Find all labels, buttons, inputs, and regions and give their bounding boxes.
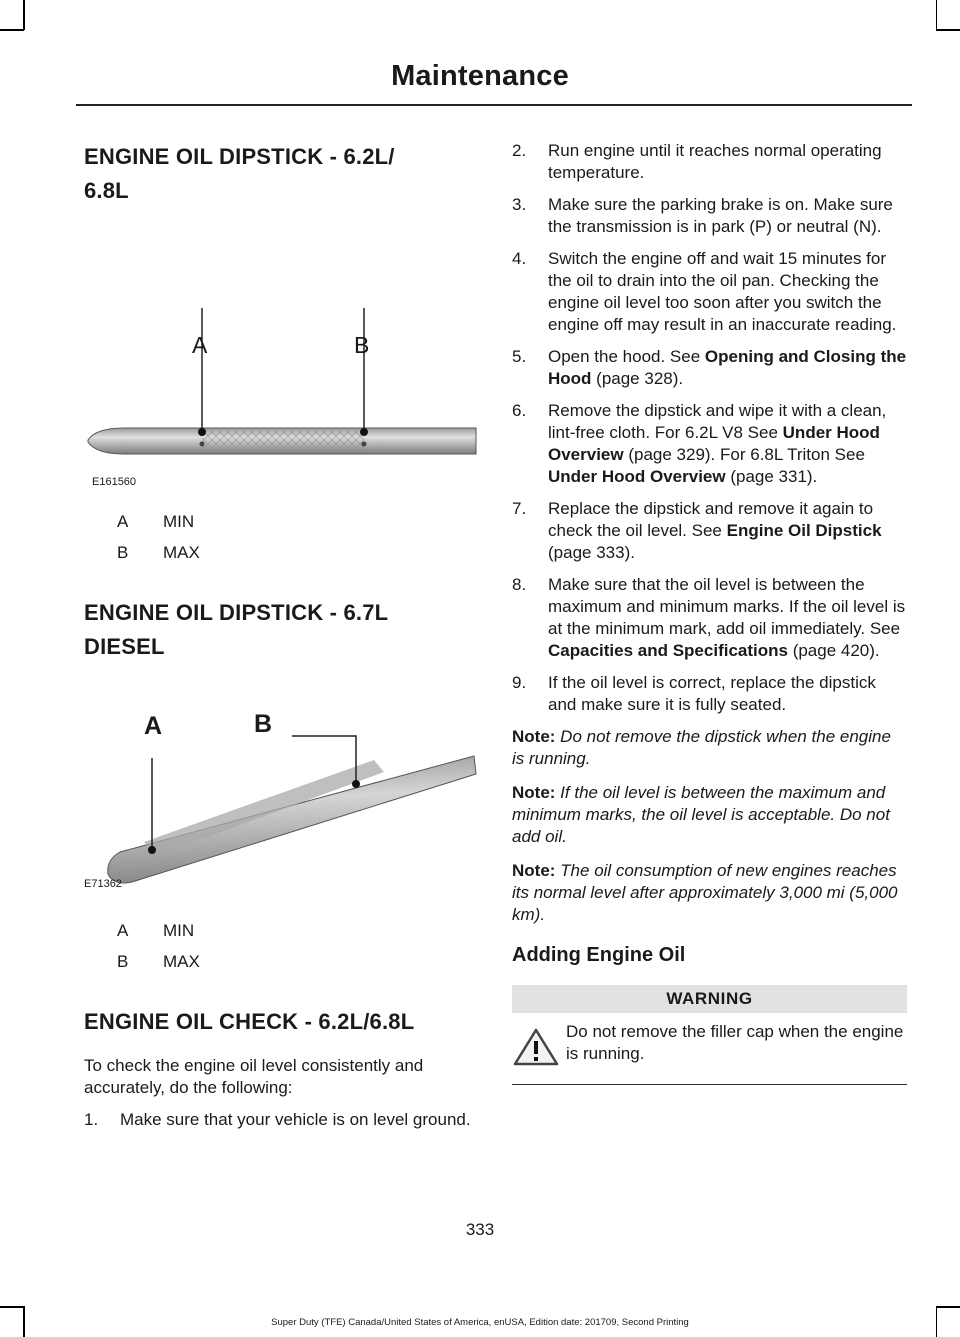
- step-9: [512, 672, 907, 716]
- legend-dipstick-67: [84, 915, 474, 977]
- step-7: [512, 498, 907, 564]
- legend-row: [84, 946, 474, 977]
- text-run: Remove the dipstick and wipe it with a clean, lint-free cloth. For 6.2L V8 See: [548, 401, 887, 442]
- cross-reference-link[interactable]: Capacities and Specifications: [548, 641, 788, 660]
- note-text: The oil consumption of new engines reaches its normal level after approximately 3,000 mi (5,000 km).: [512, 861, 898, 924]
- step-number: 9.: [512, 673, 527, 692]
- text-run: Replace the dipstick and remove it again to check the oil level. See: [548, 499, 874, 540]
- step-text: [548, 400, 907, 488]
- legend-key: B: [117, 543, 129, 562]
- step-1: [84, 1109, 474, 1131]
- step-list: [512, 140, 907, 716]
- left-column: [84, 140, 474, 1141]
- section-title-dipstick-62: [84, 140, 474, 208]
- dipstick-67-illustration: [84, 664, 479, 899]
- text-run: (page 420).: [787, 641, 880, 660]
- section-title-adding-oil: Adding Engine Oil: [512, 944, 686, 966]
- step-text: Make sure that your vehicle is on level ground.: [120, 1110, 471, 1129]
- page-header: Maintenance: [391, 60, 569, 92]
- note-text: If the oil level is between the maximum and minimum marks, the oil level is acceptable. Do not add oil.: [512, 783, 890, 846]
- legend-value: MAX: [163, 543, 200, 562]
- note: [512, 860, 907, 926]
- header-rule: [76, 104, 912, 106]
- title-line: ENGINE OIL DIPSTICK - 6.7L: [84, 600, 389, 625]
- legend-value: MAX: [163, 952, 200, 971]
- warning-text: Do not remove the filler cap when the engine is running.: [566, 1022, 904, 1063]
- warning-triangle-icon: [512, 1021, 566, 1072]
- text-run: (page 329). For 6.8L Triton See: [623, 445, 865, 464]
- step-2: [512, 140, 907, 184]
- step-5: [512, 346, 907, 390]
- figure-id: E161560: [92, 476, 137, 488]
- step-number: 3.: [512, 195, 527, 214]
- figure-dipstick-62: [84, 208, 474, 498]
- note-text: Do not remove the dipstick when the engine is running.: [512, 727, 891, 768]
- text-run: Open the hood. See: [548, 347, 705, 366]
- note: [512, 782, 907, 848]
- text-run: (page 333).: [548, 543, 635, 562]
- section-title-dipstick-67: [84, 596, 474, 664]
- step-8: [512, 574, 907, 662]
- step-text: Switch the engine off and wait 15 minutes for the oil to drain into the oil pan. Checking the engine oil level too soon after you switch the engine off may result in an inaccurate reading.: [548, 249, 897, 334]
- step-number: 7.: [512, 499, 527, 518]
- note-label: Note:: [512, 783, 556, 802]
- step-text: Run engine until it reaches normal operating temperature.: [548, 141, 882, 182]
- crop-mark: [0, 29, 24, 31]
- crop-mark: [0, 1306, 24, 1308]
- warning-body: [512, 1013, 907, 1085]
- legend-row: [84, 915, 474, 946]
- legend-row: [84, 537, 474, 568]
- figure-label-b: B: [354, 332, 370, 358]
- legend-key: B: [117, 952, 129, 971]
- legend-value: MIN: [163, 512, 195, 531]
- crop-mark: [23, 0, 25, 30]
- cross-reference-link[interactable]: Engine Oil Dipstick: [726, 521, 882, 540]
- step-text: [548, 346, 907, 390]
- step-text: If the oil level is correct, replace the dipstick and make sure it is fully seated.: [548, 673, 876, 714]
- legend-key: A: [117, 921, 129, 940]
- figure-label-a: A: [192, 332, 208, 358]
- text-run: (page 331).: [725, 467, 818, 486]
- step-number: 1.: [84, 1110, 99, 1129]
- note: [512, 726, 907, 770]
- warning-box: [512, 985, 907, 1085]
- figure-id: E71362: [84, 878, 122, 890]
- oil-check-intro: To check the engine oil level consistently and accurately, do the following:: [84, 1056, 424, 1097]
- step-number: 5.: [512, 347, 527, 366]
- right-column: [512, 140, 907, 1085]
- figure-label-b: B: [254, 710, 273, 738]
- page-number: 333: [465, 1220, 495, 1239]
- dipstick-62-illustration: [84, 208, 479, 498]
- step-6: [512, 400, 907, 488]
- title-line: ENGINE OIL DIPSTICK - 6.2L/: [84, 144, 395, 169]
- title-line: DIESEL: [84, 634, 165, 659]
- step-3: [512, 194, 907, 238]
- cross-reference-link[interactable]: Opening and Closing the Hood: [548, 347, 907, 388]
- note-label: Note:: [512, 727, 556, 746]
- legend-value: MIN: [163, 921, 195, 940]
- title-line: 6.8L: [84, 178, 129, 203]
- step-4: [512, 248, 907, 336]
- step-number: 8.: [512, 575, 527, 594]
- note-label: Note:: [512, 861, 556, 880]
- text-run: (page 328).: [591, 369, 684, 388]
- legend-dipstick-62: [84, 506, 474, 568]
- step-number: 2.: [512, 141, 527, 160]
- crop-mark: [936, 1306, 960, 1308]
- step-number: 4.: [512, 249, 527, 268]
- warning-heading: WARNING: [512, 985, 907, 1013]
- step-text: [548, 498, 907, 564]
- step-text: [548, 574, 907, 662]
- step-text: Make sure the parking brake is on. Make sure the transmission is in park (P) or neutral (N).: [548, 195, 893, 236]
- crop-mark: [936, 29, 960, 31]
- text-run: Make sure that the oil level is between the maximum and minimum marks. If the oil level is at the minimum mark, add oil immediately. See: [548, 575, 906, 638]
- crop-mark: [936, 0, 938, 30]
- section-title-oil-check: ENGINE OIL CHECK - 6.2L/6.8L: [84, 1009, 415, 1034]
- cross-reference-link[interactable]: Under Hood Overview: [548, 423, 880, 464]
- footer-edition: Super Duty (TFE) Canada/United States of America, enUSA, Edition date: 201709, Second Printing: [271, 1317, 689, 1328]
- legend-row: [84, 506, 474, 537]
- step-number: 6.: [512, 401, 527, 420]
- figure-dipstick-67: [84, 664, 474, 899]
- cross-reference-link[interactable]: Under Hood Overview: [548, 467, 726, 486]
- figure-label-a: A: [144, 712, 163, 740]
- legend-key: A: [117, 512, 129, 531]
